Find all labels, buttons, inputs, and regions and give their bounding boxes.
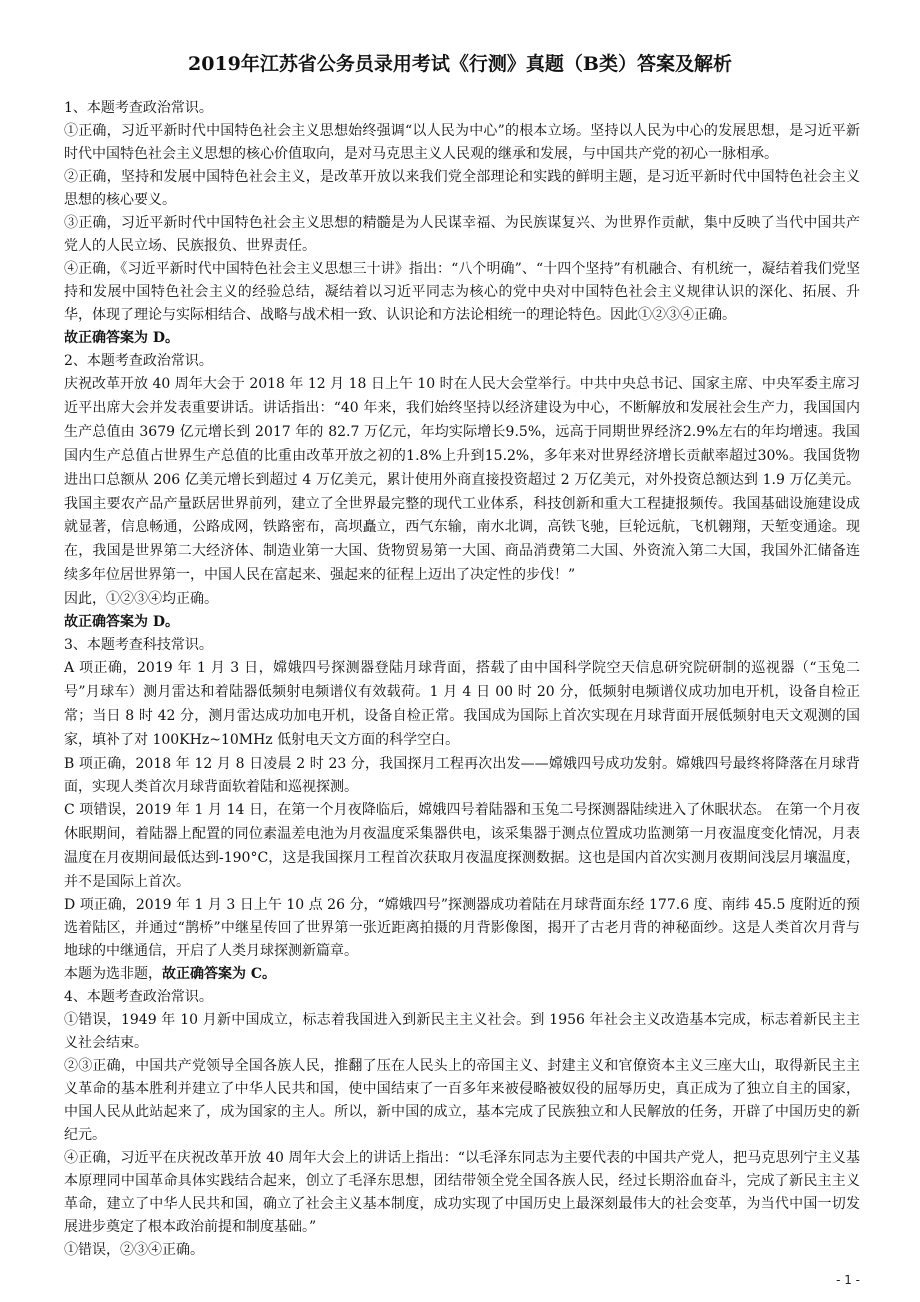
paragraph-text: 本题为选非题， (64, 966, 162, 983)
page-title: 2019年江苏省公务员录用考试《行测》真题（B类）答案及解析 (188, 53, 732, 75)
paragraph: B 项正确，2018 年 12 月 8 日凌晨 2 时 23 分，我国探月工程再次出发——嫦娥四号成功发射。嫦娥四号最终将降落在月球背面，实现人类首次月球背面软着陆和巡视探测。 (64, 755, 860, 795)
paragraph: ③正确，习近平新时代中国特色社会主义思想的精髓是为人民谋幸福、为民族谋复兴、为世界作贡献，集中反映了当代中国共产党人的人民立场、民族报负、世界责任。 (64, 215, 860, 254)
paragraph: ①正确，习近平新时代中国特色社会主义思想始终强调“以人民为中心”的根本立场。坚持以人民为中心的发展思想，是习近平新时代中国特色社会主义思想的核心价值取向，是对马克思主义人民观的继承和发展，与中国共产党的初心一脉相承。 (64, 123, 860, 162)
paragraph: D 项正确，2019 年 1 月 3 日上午 10 点 26 分，“嫦娥四号”探测器成功着陆在月球背面东经 177.6 度、南纬 45.5 度附近的预选着陆区，并通过“鹊桥”中继星传回了世界第一张近距离拍摄的月背影像图，揭开了古老月背的神秘面纱。这是人类首次月背与地球的中继通信，开启了人类月球探测新篇章。 (64, 897, 860, 960)
answer-text: 故正确答案为 C。 (162, 966, 277, 983)
paragraph: ①错误，②③④正确。 (64, 1242, 204, 1259)
paragraph: A 项正确，2019 年 1 月 3 日，嫦娥四号探测器登陆月球背面，搭载了由中国科学院空天信息研究院研制的巡视器（“玉兔二号”月球车）测月雷达和着陆器低频射电频谱仪有效载荷。1 月 4 日 00 时 20 分，低频射电频谱仪成功加电开机，设备自检正常；当日 8 时 42 分，测月雷达成功加电开机，设备自检正常。我国成为国际上首次实现在月球背面开展低频射电天文观测的国家，填补了对 100KHz~10MHz 低射电天文方面的科学空白。 (64, 660, 860, 748)
paragraph: ④正确，习近平在庆祝改革开放 40 周年大会上的讲话上指出：“以毛泽东同志为主要代表的中国共产党人，把马克思列宁主义基本原理同中国革命具体实践结合起来，创立了毛泽东思想，团结带领全党全国各族人民，经过长期浴血奋斗，完成了新民主主义革命，建立了中华人民共和国，确立了社会主义基本制度，成功实现了中国历史上最深刻最伟大的社会变革，为当代中国一切发展进步奠定了根本政治前提和制度基础。” (64, 1150, 860, 1236)
answer-line: 故正确答案为 D。 (64, 330, 180, 346)
paragraph: ②正确，坚持和发展中国特色社会主义，是改革开放以来我们党全部理论和实践的鲜明主题，是习近平新时代中国特色社会主义思想的核心要义。 (64, 169, 860, 208)
paragraph: 4、本题考查政治常识。 (64, 989, 213, 1006)
paragraph: 2、本题考查政治常识。 (64, 353, 213, 369)
paragraph: C 项错误，2019 年 1 月 14 日，在第一个月夜降临后，嫦娥四号着陆器和玉兔二号探测器陆续进入了休眠状态。 在第一个月夜休眠期间，着陆器上配置的同位素温差电池为月夜温度采集器供电，该采集器于测点位置成功监测第一月夜温度变化情况，月表温度在月夜期间最低达到-190°C，这是我国探月工程首次获取月夜温度探测数据。这也是国内首次实测月夜期间浅层月壤温度，并不是国际上首次。 (64, 801, 860, 890)
page-number: - 1 - (836, 1273, 860, 1287)
paragraph: 1、本题考查政治常识。 (64, 100, 213, 116)
paragraph: ④正确，《习近平新时代中国特色社会主义思想三十讲》指出：“八个明确”、“十四个坚持”有机融合、有机统一，凝结着我们党坚持和发展中国特色社会主义的经验总结，凝结着以习近平同志为核心的党中央对中国特色社会主义规律认识的深化、拓展、升华，体现了理论与实际相结合、战略与战术相一致、认识论和方法论相统一的理论特色。因此①②③④正确。 (64, 261, 860, 323)
paragraph: 3、本题考查科技常识。 (64, 637, 213, 654)
paragraph: ①错误，1949 年 10 月新中国成立，标志着我国进入到新民主主义社会。到 1956 年社会主义改造基本完成，标志着新民主主义社会结束。 (64, 1012, 860, 1052)
answer-line: 故正确答案为 D。 (64, 614, 180, 631)
paragraph (64, 963, 860, 986)
paragraph: 因此，①②③④均正确。 (64, 591, 218, 608)
paragraph: ②③正确，中国共产党领导全国各族人民，推翻了压在人民头上的帝国主义、封建主义和官僚资本主义三座大山，取得新民主主义革命的基本胜利并建立了中华人民共和国，使中国结束了一百多年来被侵略被奴役的屈辱历史，真正成为了独立自主的国家，中国人民从此站起来了，成为国家的主人。所以，新中国的成立，基本完成了民族独立和人民解放的任务，开辟了中国历史的新纪元。 (64, 1058, 860, 1144)
paragraph: 庆祝改革开放 40 周年大会于 2018 年 12 月 18 日上午 10 时在人民大会堂举行。中共中央总书记、国家主席、中央军委主席习近平出席大会并发表重要讲话。讲话指出：“40 年来，我们始终坚持以经济建设为中心，不断解放和发展社会生产力，我国国内生产总值由 3679 亿元增长到 2017 年的 82.7 万亿元，年均实际增长9.5%，远高于同期世界经济2.9%左右的年均增速。我国国内生产总值占世界生产总值的比重由改革开放之初的1.8%上升到15.2%，多年来对世界经济增长贡献率超过30%。我国货物进出口总额从 206 亿美元增长到超过 4 万亿美元，累计使用外商直接投资超过 2 万亿美元，对外投资总额达到 1.9 万亿美元。我国主要农产品产量跃居世界前列，建立了全世界最完整的现代工业体系，科技创新和重大工程捷报频传。我国基础设施建设成就显著，信息畅通，公路成网，铁路密布，高坝矗立，西气东输，南水北调，高铁飞驰，巨轮远航，飞机翱翔，天堑变通途。现在，我国是世界第二大经济体、制造业第一大国、货物贸易第一大国、商品消费第二大国、外资流入第二大国，我国外汇储备连续多年位居世界第一，中国人民在富起来、强起来的征程上迈出了决定性的步伐！” (64, 376, 860, 584)
answer-explanations (64, 97, 860, 1262)
